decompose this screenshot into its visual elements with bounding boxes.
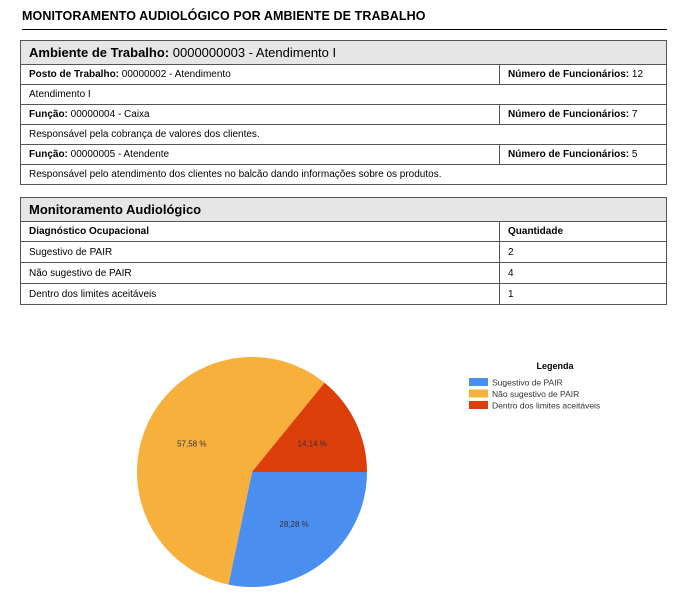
quantity-cell: 4 xyxy=(500,263,667,284)
function-value: 00000004 - Caixa xyxy=(70,109,150,120)
post-description: Atendimento I xyxy=(21,85,667,105)
post-count: 12 xyxy=(631,69,644,80)
quantity-cell: 1 xyxy=(500,284,667,305)
post-cell xyxy=(21,65,500,85)
function-label: Função: xyxy=(29,109,68,120)
pie-slice-label: 28,28 % xyxy=(279,519,309,529)
legend-label: Não sugestivo de PAIR xyxy=(492,389,580,399)
page-title: MONITORAMENTO AUDIOLÓGICO POR AMBIENTE DE TRABALHO xyxy=(22,9,667,30)
function-count: 5 xyxy=(631,149,638,160)
table-row xyxy=(21,284,667,305)
function-count-cell xyxy=(500,145,667,165)
function-description: Responsável pela cobrança de valores dos clientes. xyxy=(21,125,667,145)
function-cell xyxy=(21,145,500,165)
diagnosis-cell: Não sugestivo de PAIR xyxy=(21,263,500,284)
legend-swatch xyxy=(469,378,488,386)
function-count-label: Número de Funcionários: xyxy=(508,149,630,160)
post-count-label: Número de Funcionários: xyxy=(508,69,630,80)
pie-slices xyxy=(137,357,367,587)
quantity-cell: 2 xyxy=(500,242,667,263)
function-count: 7 xyxy=(631,109,638,120)
legend-label: Sugestivo de PAIR xyxy=(492,377,563,388)
function-value: 00000005 - Atendente xyxy=(70,149,170,160)
monitoring-table xyxy=(20,197,667,305)
environment-header xyxy=(21,41,667,65)
legend-label: Dentro dos limites aceitáveis xyxy=(492,400,601,411)
environment-value: 0000000003 - Atendimento I xyxy=(172,45,337,60)
function-cell xyxy=(21,105,500,125)
post-value: 00000002 - Atendimento xyxy=(121,69,231,80)
pie-chart xyxy=(0,330,675,593)
function-label: Função: xyxy=(29,149,68,160)
legend-swatch xyxy=(469,390,488,398)
pie-slice-label: 57,58 % xyxy=(177,439,207,449)
diagnosis-column-header: Diagnóstico Ocupacional xyxy=(21,222,500,242)
pie-slice-label: 14,14 % xyxy=(297,439,327,449)
post-count-cell xyxy=(500,65,667,85)
legend-swatch xyxy=(469,401,488,409)
chart-legend xyxy=(469,361,600,411)
legend-title: Legenda xyxy=(536,361,574,371)
table-row xyxy=(21,242,667,263)
environment-label: Ambiente de Trabalho: xyxy=(29,45,170,60)
function-description: Responsável pelo atendimento dos clientes no balcão dando informações sobre os produtos. xyxy=(21,165,667,185)
function-count-cell xyxy=(500,105,667,125)
diagnosis-cell: Sugestivo de PAIR xyxy=(21,242,500,263)
function-count-label: Número de Funcionários: xyxy=(508,109,630,120)
monitoring-header: Monitoramento Audiológico xyxy=(21,198,667,222)
environment-table xyxy=(20,40,667,185)
pie-slice xyxy=(228,472,367,587)
table-row xyxy=(21,263,667,284)
post-label: Posto de Trabalho: xyxy=(29,69,120,80)
quantity-column-header: Quantidade xyxy=(500,222,667,242)
diagnosis-cell: Dentro dos limites aceitáveis xyxy=(21,284,500,305)
